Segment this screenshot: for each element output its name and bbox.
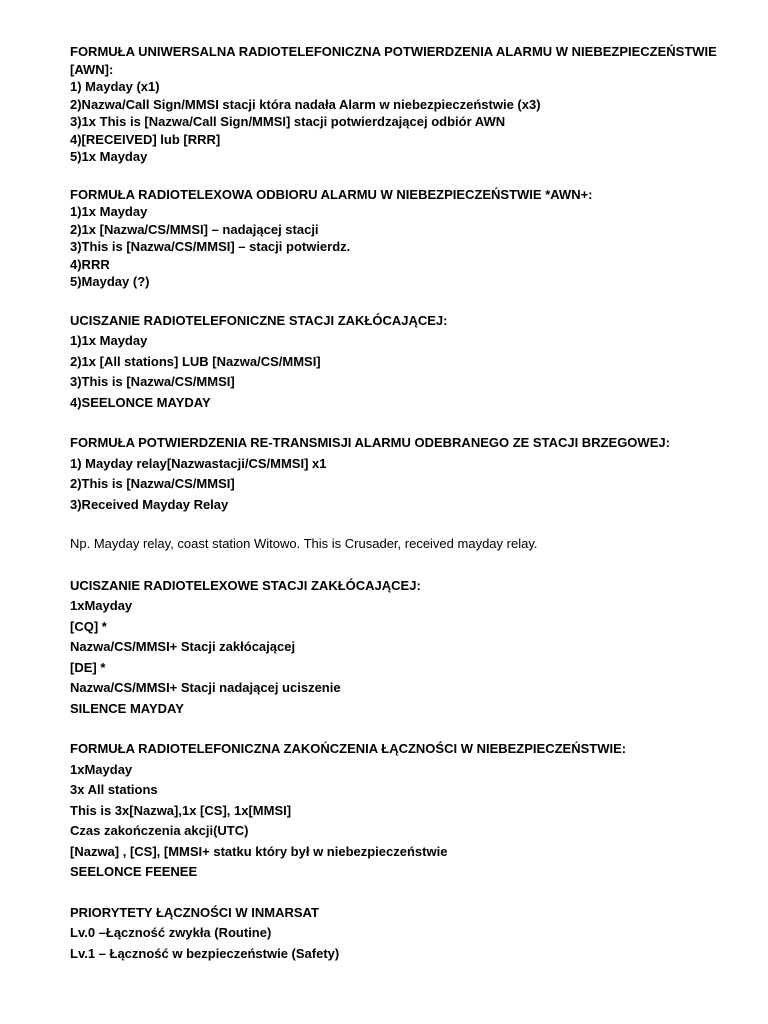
section-line: 4)SEELONCE MAYDAY	[70, 394, 211, 410]
section-line: 1)1x Mayday	[70, 333, 148, 348]
section-line: 1) Mayday relay[Nazwastacji/CS/MMSI] x1	[70, 455, 327, 471]
section-line: [DE] *	[70, 659, 106, 675]
inmarsat-priorities-section	[70, 903, 750, 965]
section-line: 2)1x [Nazwa/CS/MMSI] – nadającej stacji	[70, 221, 319, 237]
section-heading: FORMUŁA UNIWERSALNA RADIOTELEFONICZNA POTWIERDZENIA ALARMU W NIEBEZPIECZEŃSTWIE	[70, 44, 717, 59]
section-line: 4)[RECEIVED] lub [RRR]	[70, 131, 221, 147]
section-line: 2)Nazwa/Call Sign/MMSI stacji która nadała Alarm w niebezpieczeństwie (x3)	[70, 96, 541, 112]
section-line: 1) Mayday (x1)	[70, 79, 160, 94]
section-line: 3)This is [Nazwa/CS/MMSI] – stacji potwierdz.	[70, 239, 351, 254]
section-line: This is 3x[Nazwa],1x [CS], 1x[MMSI]	[70, 802, 292, 818]
section-line: 1xMayday	[70, 761, 133, 777]
section-line: [AWN]:	[70, 61, 114, 77]
section-heading: PRIORYTETY ŁĄCZNOŚCI W INMARSAT	[70, 904, 319, 920]
section-line: 3)Received Mayday Relay	[70, 496, 229, 512]
radiotelex-silencing-section	[70, 576, 750, 720]
section-line: SEELONCE FEENEE	[70, 864, 198, 879]
radiotelephony-silencing-section	[70, 311, 750, 414]
section-line: 5)Mayday (?)	[70, 274, 150, 289]
distress-termination-section	[70, 739, 750, 883]
section-line: 1)1x Mayday	[70, 204, 148, 219]
section-line: 2)1x [All stations] LUB [Nazwa/CS/MMSI]	[70, 353, 321, 369]
section-line: 1xMayday	[70, 598, 133, 613]
section-line: Nazwa/CS/MMSI+ Stacji zakłócającej	[70, 639, 296, 654]
section-line: Lv.0 –Łączność zwykła (Routine)	[70, 925, 272, 940]
section-line: 2)This is [Nazwa/CS/MMSI]	[70, 476, 235, 491]
section-heading: FORMUŁA RADIOTELEFONICZNA ZAKOŃCZENIA ŁĄCZNOŚCI W NIEBEZPIECZEŃSTWIE:	[70, 741, 627, 756]
awn-radiotelex-section	[70, 186, 750, 291]
section-heading: UCISZANIE RADIOTELEXOWE STACJI ZAKŁÓCAJĄCEJ:	[70, 577, 421, 593]
section-line: [CQ] *	[70, 618, 107, 634]
example-text: Np. Mayday relay, coast station Witowo. This is Crusader, received mayday relay.	[70, 536, 538, 551]
document-content	[70, 43, 750, 984]
section-line: 3)1x This is [Nazwa/Call Sign/MMSI] stacji potwierdzającej odbiór AWN	[70, 114, 506, 129]
section-heading: FORMUŁA POTWIERDZENIA RE-TRANSMISJI ALARMU ODEBRANEGO ZE STACJI BRZEGOWEJ:	[70, 435, 670, 450]
section-line: [Nazwa] , [CS], [MMSI+ statku który był w niebezpieczeństwie	[70, 843, 448, 859]
section-line: 4)RRR	[70, 256, 110, 272]
section-line: 5)1x Mayday	[70, 149, 148, 164]
section-heading: UCISZANIE RADIOTELEFONICZNE STACJI ZAKŁÓCAJĄCEJ:	[70, 312, 448, 328]
awn-radiotelephony-section	[70, 43, 750, 166]
section-line: Nazwa/CS/MMSI+ Stacji nadającej uciszenie	[70, 680, 341, 695]
section-line: Lv.1 – Łączność w bezpieczeństwie (Safety)	[70, 945, 340, 961]
section-line: 3)This is [Nazwa/CS/MMSI]	[70, 374, 235, 389]
section-heading: FORMUŁA RADIOTELEXOWA ODBIORU ALARMU W NIEBEZPIECZEŃSTWIE *AWN+:	[70, 186, 593, 202]
section-line: Czas zakończenia akcji(UTC)	[70, 823, 249, 838]
section-line: SILENCE MAYDAY	[70, 700, 184, 716]
relay-acknowledgement-section	[70, 433, 750, 515]
section-line: 3x All stations	[70, 782, 158, 797]
relay-example-section	[70, 535, 750, 553]
